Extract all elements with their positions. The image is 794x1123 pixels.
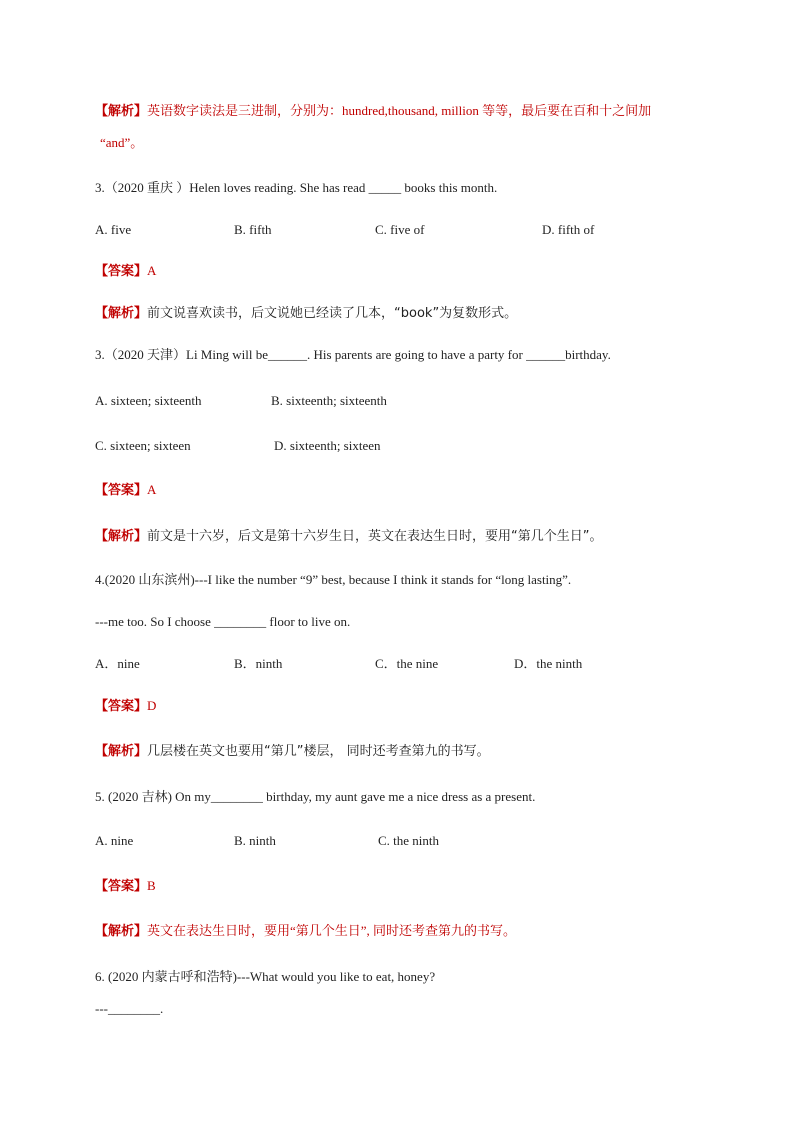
analysis-text: 英语数字读法是三进制，分别为：hundred,thousand, million 等等，最后要在百和十之间加 — [147, 103, 652, 118]
question-text-continued: ---________. — [95, 1001, 164, 1016]
option-b: B. ninth — [234, 833, 276, 848]
question-text: 5. (2020 吉林) On my________ birthday, my aunt gave me a nice dress as a present. — [95, 789, 536, 804]
question-text: 3.（2020 重庆 ）Helen loves reading. She has read _____ books this month. — [95, 180, 498, 195]
analysis-text: 英文在表达生日时，要用“第几个生日”, 同时还考查第九的书写。 — [147, 923, 517, 938]
option-c: C．the nine — [375, 656, 439, 671]
answer-value: A — [147, 263, 157, 278]
option-a: A. five — [95, 222, 132, 237]
answer-label: 【答案】 — [95, 699, 148, 714]
option-d: D．the ninth — [514, 656, 583, 671]
analysis-line — [95, 102, 651, 121]
option-c: C. five of — [375, 222, 425, 237]
option-d: D. sixteenth; sixteen — [274, 438, 381, 453]
option-d: D. fifth of — [542, 222, 595, 237]
answer-label: 【答案】 — [95, 483, 148, 498]
analysis-label: 【解析】 — [95, 924, 148, 939]
answer-line — [95, 697, 156, 716]
question-text: 3.（2020 天津）Li Ming will be______. His parents are going to have a party for ______birthday. — [95, 347, 611, 362]
question-text-continued: ---me too. So I choose ________ floor to live on. — [95, 614, 351, 629]
option-b: B. sixteenth; sixteenth — [271, 393, 387, 408]
answer-line — [95, 481, 156, 500]
answer-line — [95, 877, 156, 896]
analysis-line — [95, 527, 603, 546]
analysis-label: 【解析】 — [95, 306, 148, 321]
answer-value: B — [147, 878, 156, 893]
analysis-label: 【解析】 — [95, 744, 148, 759]
option-b: B．ninth — [234, 656, 283, 671]
analysis-text-continued: “and”。 — [100, 135, 144, 150]
option-b: B. fifth — [234, 222, 272, 237]
answer-value: D — [147, 698, 157, 713]
analysis-label: 【解析】 — [95, 529, 148, 544]
answer-line — [95, 262, 156, 281]
analysis-line — [95, 742, 490, 761]
analysis-label: 【解析】 — [95, 104, 148, 119]
option-a: A. nine — [95, 833, 134, 848]
answer-value: A — [147, 482, 157, 497]
answer-label: 【答案】 — [95, 264, 148, 279]
analysis-text: 前文说喜欢读书，后文说她已经读了几本，“book”为复数形式。 — [147, 306, 518, 321]
analysis-line — [95, 304, 517, 323]
option-a: A．nine — [95, 656, 140, 671]
analysis-text: 前文是十六岁，后文是第十六岁生日，英文在表达生日时，要用“第几个生日”。 — [147, 529, 603, 544]
option-a: A. sixteen; sixteenth — [95, 393, 202, 408]
analysis-text: 几层楼在英文也要用“第几”楼层， 同时还考查第九的书写。 — [147, 744, 490, 759]
option-c: C. sixteen; sixteen — [95, 438, 191, 453]
answer-label: 【答案】 — [95, 879, 148, 894]
question-text: 6. (2020 内蒙古呼和浩特)---What would you like to eat, honey? — [95, 969, 436, 984]
question-text: 4.(2020 山东滨州)---I like the number “9” best, because I think it stands for “long lasting”. — [95, 572, 572, 587]
option-c: C. the ninth — [378, 833, 440, 848]
analysis-line — [95, 922, 516, 941]
